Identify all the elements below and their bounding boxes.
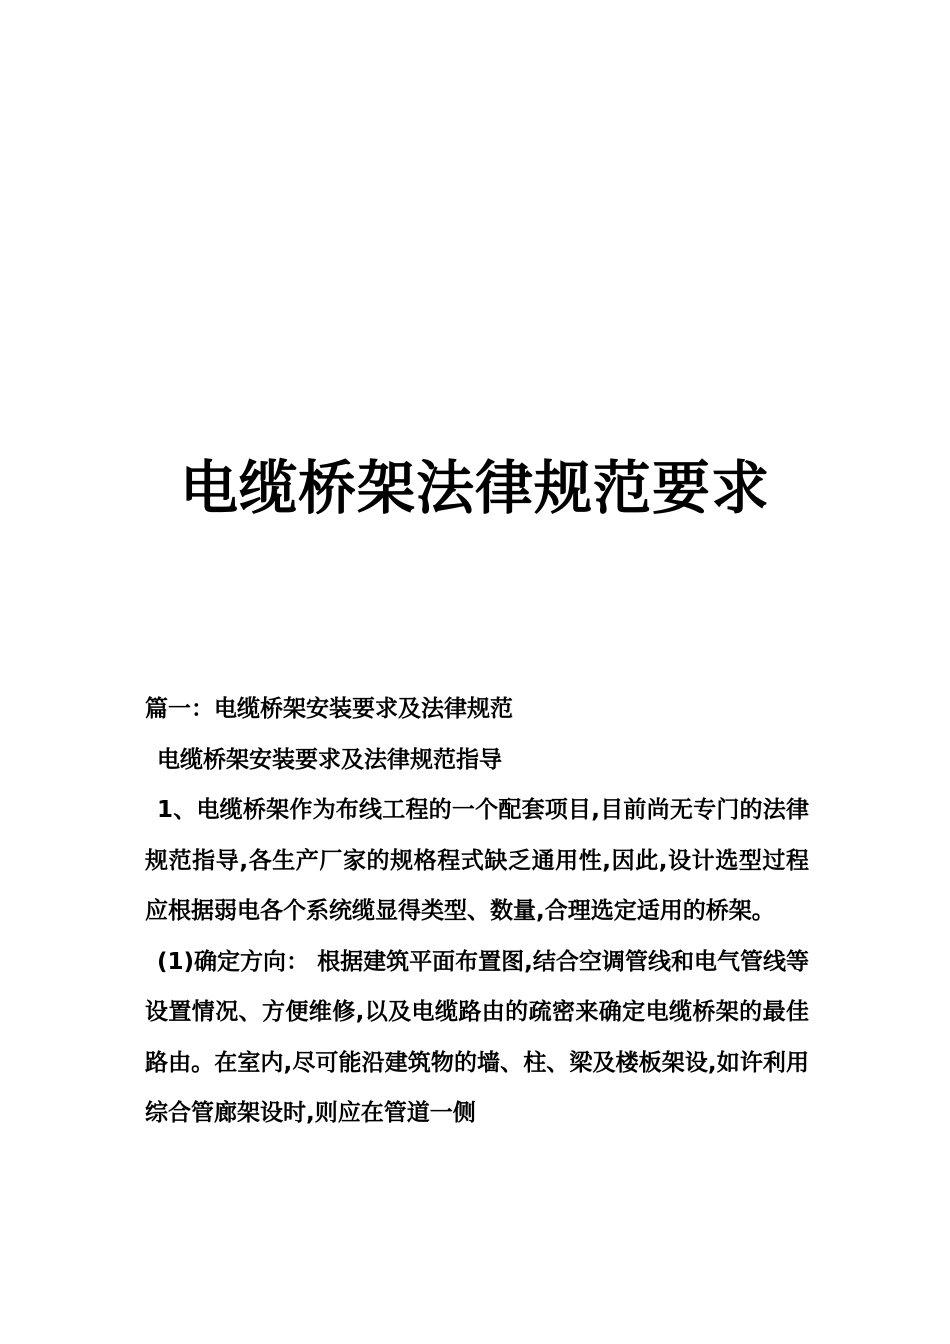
section-heading: 篇一：电缆桥架安装要求及法律规范 — [145, 696, 513, 722]
document-title: 电缆桥架法律规范要求 — [179, 454, 770, 522]
paragraph-1: 1、电缆桥架作为布线工程的一个配套项目,目前尚无专门的法律规范指导,各生产厂家的规格程式缺乏通用性,因此,设计选型过程应根据弱电各个系统缆显得类型、数量,合理选定适用的桥架。 — [145, 797, 809, 924]
subheading: 电缆桥架安装要求及法律规范指导 — [157, 746, 502, 773]
document-body — [145, 684, 809, 1139]
paragraph-2: (1)确定方向： 根据建筑平面布置图,结合空调管线和电气管线等设置情况、方便维修,以及电缆路由的疏密来确定电缆桥架的最佳路由。在室内,尽可能沿建筑物的墙、柱、梁及楼板架设,如许利用综合管廊架设时,则应在管道一侧 — [145, 948, 809, 1126]
